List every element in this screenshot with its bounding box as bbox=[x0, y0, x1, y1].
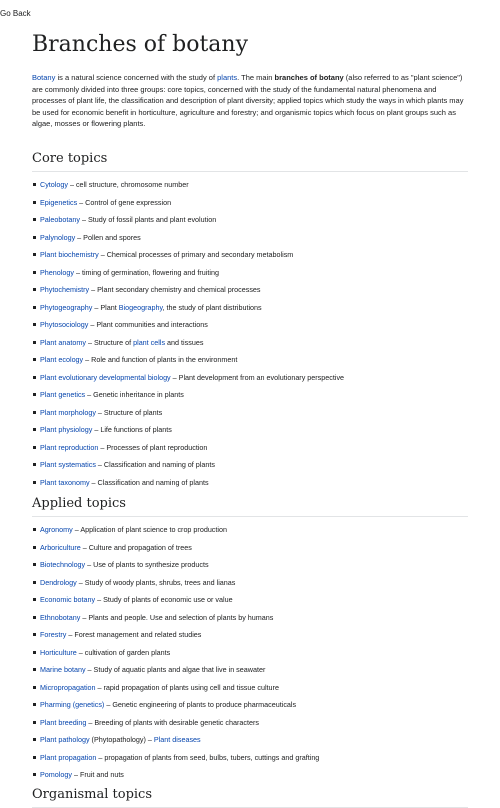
list-item bbox=[32, 574, 468, 592]
list-item bbox=[32, 369, 468, 387]
bullet-icon bbox=[33, 598, 36, 601]
bullet-icon bbox=[33, 288, 36, 291]
topic-description: – Genetic inheritance in plants bbox=[85, 390, 184, 399]
topic-description: – Plant development from an evolutionary perspective bbox=[170, 372, 345, 382]
intro-text-3: (also referred to as "plant science") are commonly divided into three groups: core topics, concerned with the study of the fundamental natural phenomena and processes of plant life, the classification and description of plant diversity; applied topics which study the ways in which plants may be used for economic benefit in horticulture, agriculture and forestry; and organismic topics which focus on plant groups such as algae, mosses or flowering plants. bbox=[32, 73, 464, 128]
bullet-icon bbox=[33, 376, 36, 379]
bullet-icon bbox=[33, 411, 36, 414]
intro-paragraph bbox=[32, 72, 468, 130]
heading-core-topics: Core topics bbox=[32, 152, 468, 172]
topic-link[interactable]: Plant anatomy bbox=[40, 337, 86, 347]
page-title: Branches of botany bbox=[32, 32, 249, 57]
list-item bbox=[32, 246, 468, 264]
bullet-icon bbox=[33, 563, 36, 566]
bullet-icon bbox=[33, 236, 36, 239]
bullet-icon bbox=[33, 428, 36, 431]
topic-link[interactable]: Palynology bbox=[40, 232, 76, 242]
list-item bbox=[32, 556, 468, 574]
intro-bold-term: branches of botany bbox=[274, 73, 344, 82]
intro-text-2: . The main bbox=[237, 73, 275, 82]
list-item bbox=[32, 421, 468, 439]
bullet-icon bbox=[33, 201, 36, 204]
bullet-icon bbox=[33, 616, 36, 619]
topic-link[interactable]: Forestry bbox=[40, 630, 67, 639]
bullet-icon bbox=[33, 738, 36, 741]
bullet-icon bbox=[33, 481, 36, 484]
list-item bbox=[32, 281, 468, 299]
bullet-icon bbox=[33, 183, 36, 186]
go-back-link[interactable]: Go Back bbox=[0, 9, 31, 18]
bullet-icon bbox=[33, 341, 36, 344]
topic-description: – cell structure, chromosome number bbox=[67, 180, 189, 189]
topic-link[interactable]: Arboriculture bbox=[40, 542, 81, 552]
list-item bbox=[32, 439, 468, 457]
bullet-icon bbox=[33, 253, 36, 256]
topic-description-tail: , the study of plant distributions bbox=[162, 302, 262, 312]
topic-description: – Study of fossil plants and plant evolution bbox=[79, 215, 217, 224]
list-item bbox=[32, 626, 468, 644]
topic-description: – Pollen and spores bbox=[75, 232, 141, 242]
list-item bbox=[32, 404, 468, 422]
topic-link[interactable]: Economic botany bbox=[40, 595, 96, 604]
topic-description: – Culture and propagation of trees bbox=[80, 542, 192, 552]
topic-link[interactable]: Plant evolutionary developmental biology bbox=[40, 372, 171, 382]
bullet-icon bbox=[33, 581, 36, 584]
topic-description: – Plants and people. Use and selection of plants by humans bbox=[80, 612, 274, 622]
bullet-icon bbox=[33, 756, 36, 759]
topic-link[interactable]: Plant taxonomy bbox=[40, 477, 90, 487]
bullet-icon bbox=[33, 773, 36, 776]
topic-description: – Plant communities and interactions bbox=[88, 320, 208, 329]
topic-description: – cultivation of garden plants bbox=[76, 647, 171, 657]
list-item bbox=[32, 696, 468, 714]
list-item bbox=[32, 211, 468, 229]
topic-link[interactable]: Plant genetics bbox=[40, 390, 86, 399]
topic-description: (Phytopathology) – bbox=[89, 735, 154, 744]
list-item bbox=[32, 714, 468, 732]
bullet-icon bbox=[33, 218, 36, 221]
topic-link[interactable]: Agronomy bbox=[40, 525, 73, 534]
bullet-icon bbox=[33, 323, 36, 326]
topic-link[interactable]: Epigenetics bbox=[40, 197, 78, 207]
inline-link[interactable]: Plant diseases bbox=[153, 735, 201, 744]
topic-link[interactable]: Horticulture bbox=[40, 647, 77, 657]
topic-link[interactable]: Plant reproduction bbox=[40, 442, 99, 452]
topic-link[interactable]: Plant pathology bbox=[40, 735, 90, 744]
list-item bbox=[32, 316, 468, 334]
link-botany[interactable]: Botany bbox=[32, 73, 56, 82]
topic-link[interactable]: Plant physiology bbox=[40, 425, 93, 434]
topic-description: – Plant secondary chemistry and chemical processes bbox=[89, 285, 261, 294]
list-item bbox=[32, 539, 468, 557]
topic-description: – Genetic engineering of plants to produce pharmaceuticals bbox=[104, 700, 297, 709]
bullet-icon bbox=[33, 446, 36, 449]
topic-description: – Use of plants to synthesize products bbox=[85, 560, 209, 569]
topic-description: – Fruit and nuts bbox=[71, 770, 124, 779]
topic-description: – rapid propagation of plants using cell and tissue culture bbox=[95, 682, 279, 692]
topic-description: – timing of germination, flowering and fruiting bbox=[73, 267, 219, 277]
bullet-icon bbox=[33, 528, 36, 531]
topic-link[interactable]: Plant breeding bbox=[40, 717, 87, 727]
list-item bbox=[32, 351, 468, 369]
topic-link[interactable]: Phenology bbox=[40, 267, 74, 277]
list-item bbox=[32, 661, 468, 679]
topic-description: – Control of gene expression bbox=[77, 197, 172, 207]
bullet-icon bbox=[33, 271, 36, 274]
heading-applied-topics: Applied topics bbox=[32, 497, 468, 517]
topic-description: – Structure of bbox=[85, 337, 134, 347]
topic-description-tail: and tissues bbox=[165, 337, 204, 347]
topic-link[interactable]: Marine botany bbox=[40, 665, 86, 674]
bullet-icon bbox=[33, 668, 36, 671]
list-item bbox=[32, 609, 468, 627]
bullet-icon bbox=[33, 651, 36, 654]
bullet-icon bbox=[33, 633, 36, 636]
topic-description: – Breeding of plants with desirable genetic characters bbox=[86, 717, 259, 727]
list-item bbox=[32, 386, 468, 404]
list-item bbox=[32, 766, 468, 784]
topic-link[interactable]: Pharming (genetics) bbox=[40, 700, 105, 709]
topic-description: – Study of woody plants, shrubs, trees and lianas bbox=[76, 577, 236, 587]
topic-description: – Structure of plants bbox=[95, 407, 163, 417]
topic-link[interactable]: Phytosociology bbox=[40, 320, 89, 329]
topic-description: – Application of plant science to crop production bbox=[72, 525, 227, 534]
heading-organismal-topics: Organismal topics bbox=[32, 788, 468, 808]
topic-link[interactable]: Biotechnology bbox=[40, 560, 86, 569]
topic-link[interactable]: Phytochemistry bbox=[40, 285, 90, 294]
inline-link[interactable]: plant cells bbox=[133, 337, 166, 347]
topic-link[interactable]: Plant systematics bbox=[40, 460, 96, 469]
list-item bbox=[32, 334, 468, 352]
list-item bbox=[32, 229, 468, 247]
topic-description: – Processes of plant reproduction bbox=[98, 442, 208, 452]
list-item bbox=[32, 176, 468, 194]
topic-description: – Study of aquatic plants and algae that live in seawater bbox=[85, 665, 266, 674]
applied-topics-list bbox=[32, 521, 468, 784]
list-item bbox=[32, 194, 468, 212]
topic-description: – Classification and naming of plants bbox=[95, 460, 215, 469]
list-item bbox=[32, 679, 468, 697]
bullet-icon bbox=[33, 306, 36, 309]
list-item bbox=[32, 264, 468, 282]
list-item bbox=[32, 299, 468, 317]
bullet-icon bbox=[33, 686, 36, 689]
bullet-icon bbox=[33, 721, 36, 724]
topic-description: – Study of plants of economic use or value bbox=[95, 595, 233, 604]
topic-link[interactable]: Pomology bbox=[40, 770, 72, 779]
list-item bbox=[32, 591, 468, 609]
list-item bbox=[32, 644, 468, 662]
bullet-icon bbox=[33, 358, 36, 361]
topic-link[interactable]: Paleobotany bbox=[40, 215, 80, 224]
intro-text-1: is a natural science concerned with the study of bbox=[55, 73, 218, 82]
topic-link[interactable]: Micropropagation bbox=[40, 682, 96, 692]
topic-description: – Plant bbox=[92, 302, 119, 312]
bullet-icon bbox=[33, 393, 36, 396]
list-item bbox=[32, 521, 468, 539]
topic-description: – Life functions of plants bbox=[92, 425, 172, 434]
list-item bbox=[32, 456, 468, 474]
topic-link[interactable]: Plant morphology bbox=[40, 407, 96, 417]
inline-link[interactable]: Biogeography bbox=[118, 302, 163, 312]
topic-link[interactable]: Cytology bbox=[40, 180, 68, 189]
topic-description: – Role and function of plants in the environment bbox=[83, 355, 238, 364]
topic-link[interactable]: Ethnobotany bbox=[40, 612, 81, 622]
link-plants[interactable]: plants bbox=[217, 73, 238, 82]
topic-link[interactable]: Plant propagation bbox=[40, 752, 97, 762]
topic-description: – Forest management and related studies bbox=[66, 630, 202, 639]
topic-link[interactable]: Phytogeography bbox=[40, 302, 93, 312]
bullet-icon bbox=[33, 703, 36, 706]
topic-link[interactable]: Plant biochemistry bbox=[40, 250, 99, 259]
list-item bbox=[32, 749, 468, 767]
topic-link[interactable]: Dendrology bbox=[40, 577, 77, 587]
topic-description: – Chemical processes of primary and secondary metabolism bbox=[98, 250, 294, 259]
bullet-icon bbox=[33, 546, 36, 549]
list-item bbox=[32, 474, 468, 492]
topic-description: – Classification and naming of plants bbox=[89, 477, 209, 487]
topic-description: – propagation of plants from seed, bulbs, tubers, cuttings and grafting bbox=[96, 752, 320, 762]
list-item bbox=[32, 731, 468, 749]
bullet-icon bbox=[33, 463, 36, 466]
core-topics-list bbox=[32, 176, 468, 491]
topic-link[interactable]: Plant ecology bbox=[40, 355, 84, 364]
